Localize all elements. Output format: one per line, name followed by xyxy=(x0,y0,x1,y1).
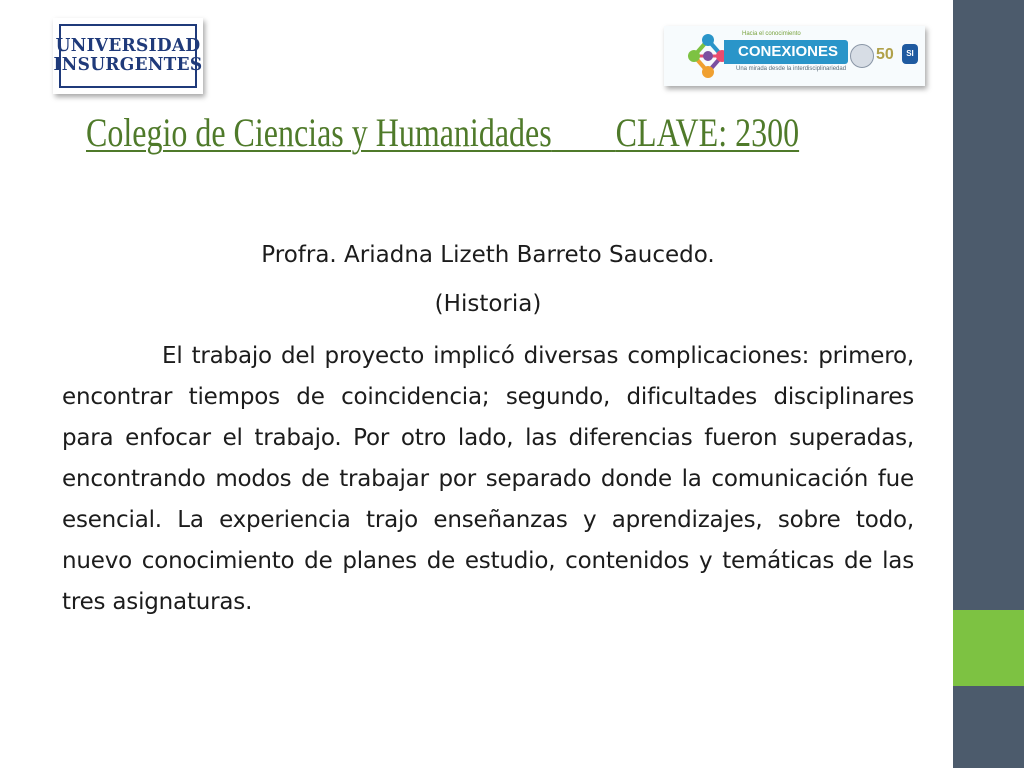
conexiones-subtitle: Una mirada desde la interdisciplinariedad xyxy=(736,66,847,72)
logo-line-universidad: UNIVERSIDAD xyxy=(55,35,201,57)
logo-frame xyxy=(53,24,203,88)
page-title xyxy=(86,110,799,156)
sidebar-accent-decoration xyxy=(953,610,1024,686)
universidad-insurgentes-logo xyxy=(53,18,203,94)
unam-seal-icon xyxy=(850,44,874,68)
college-name: Colegio de Ciencias y Humanidades xyxy=(86,110,552,155)
title-gap xyxy=(552,110,616,155)
clave-code: CLAVE: 2300 xyxy=(615,110,800,155)
anniversary-50-text: 50 xyxy=(876,46,894,63)
conexiones-banner xyxy=(664,26,925,86)
conexiones-tagline: Hacia el conocimiento xyxy=(742,31,801,37)
anniversary-50-icon xyxy=(876,44,904,66)
conexiones-title: CONEXIONES xyxy=(724,40,848,64)
professor-name: Profra. Ariadna Lizeth Barreto Saucedo. xyxy=(261,242,715,268)
si-logo-icon: SI xyxy=(902,44,918,64)
logo-line-insurgentes: INSURGENTES xyxy=(53,54,203,76)
subject-name: (Historia) xyxy=(434,291,542,317)
body-paragraph: El trabajo del proyecto implicó diversas complicaciones: primero, encontrar tiempos de coincidencia; segundo, dificultades disciplinares para enfocar el trabajo. Por otro lado, las diferencias fueron superadas, encontrando modos de trabajar por separado donde la comunicación fue esencial. La experiencia trajo enseñanzas y aprendizajes, sobre todo, nuevo conocimiento de planes de estudio, contenidos y temáticas de las tres asignaturas. xyxy=(62,343,914,615)
